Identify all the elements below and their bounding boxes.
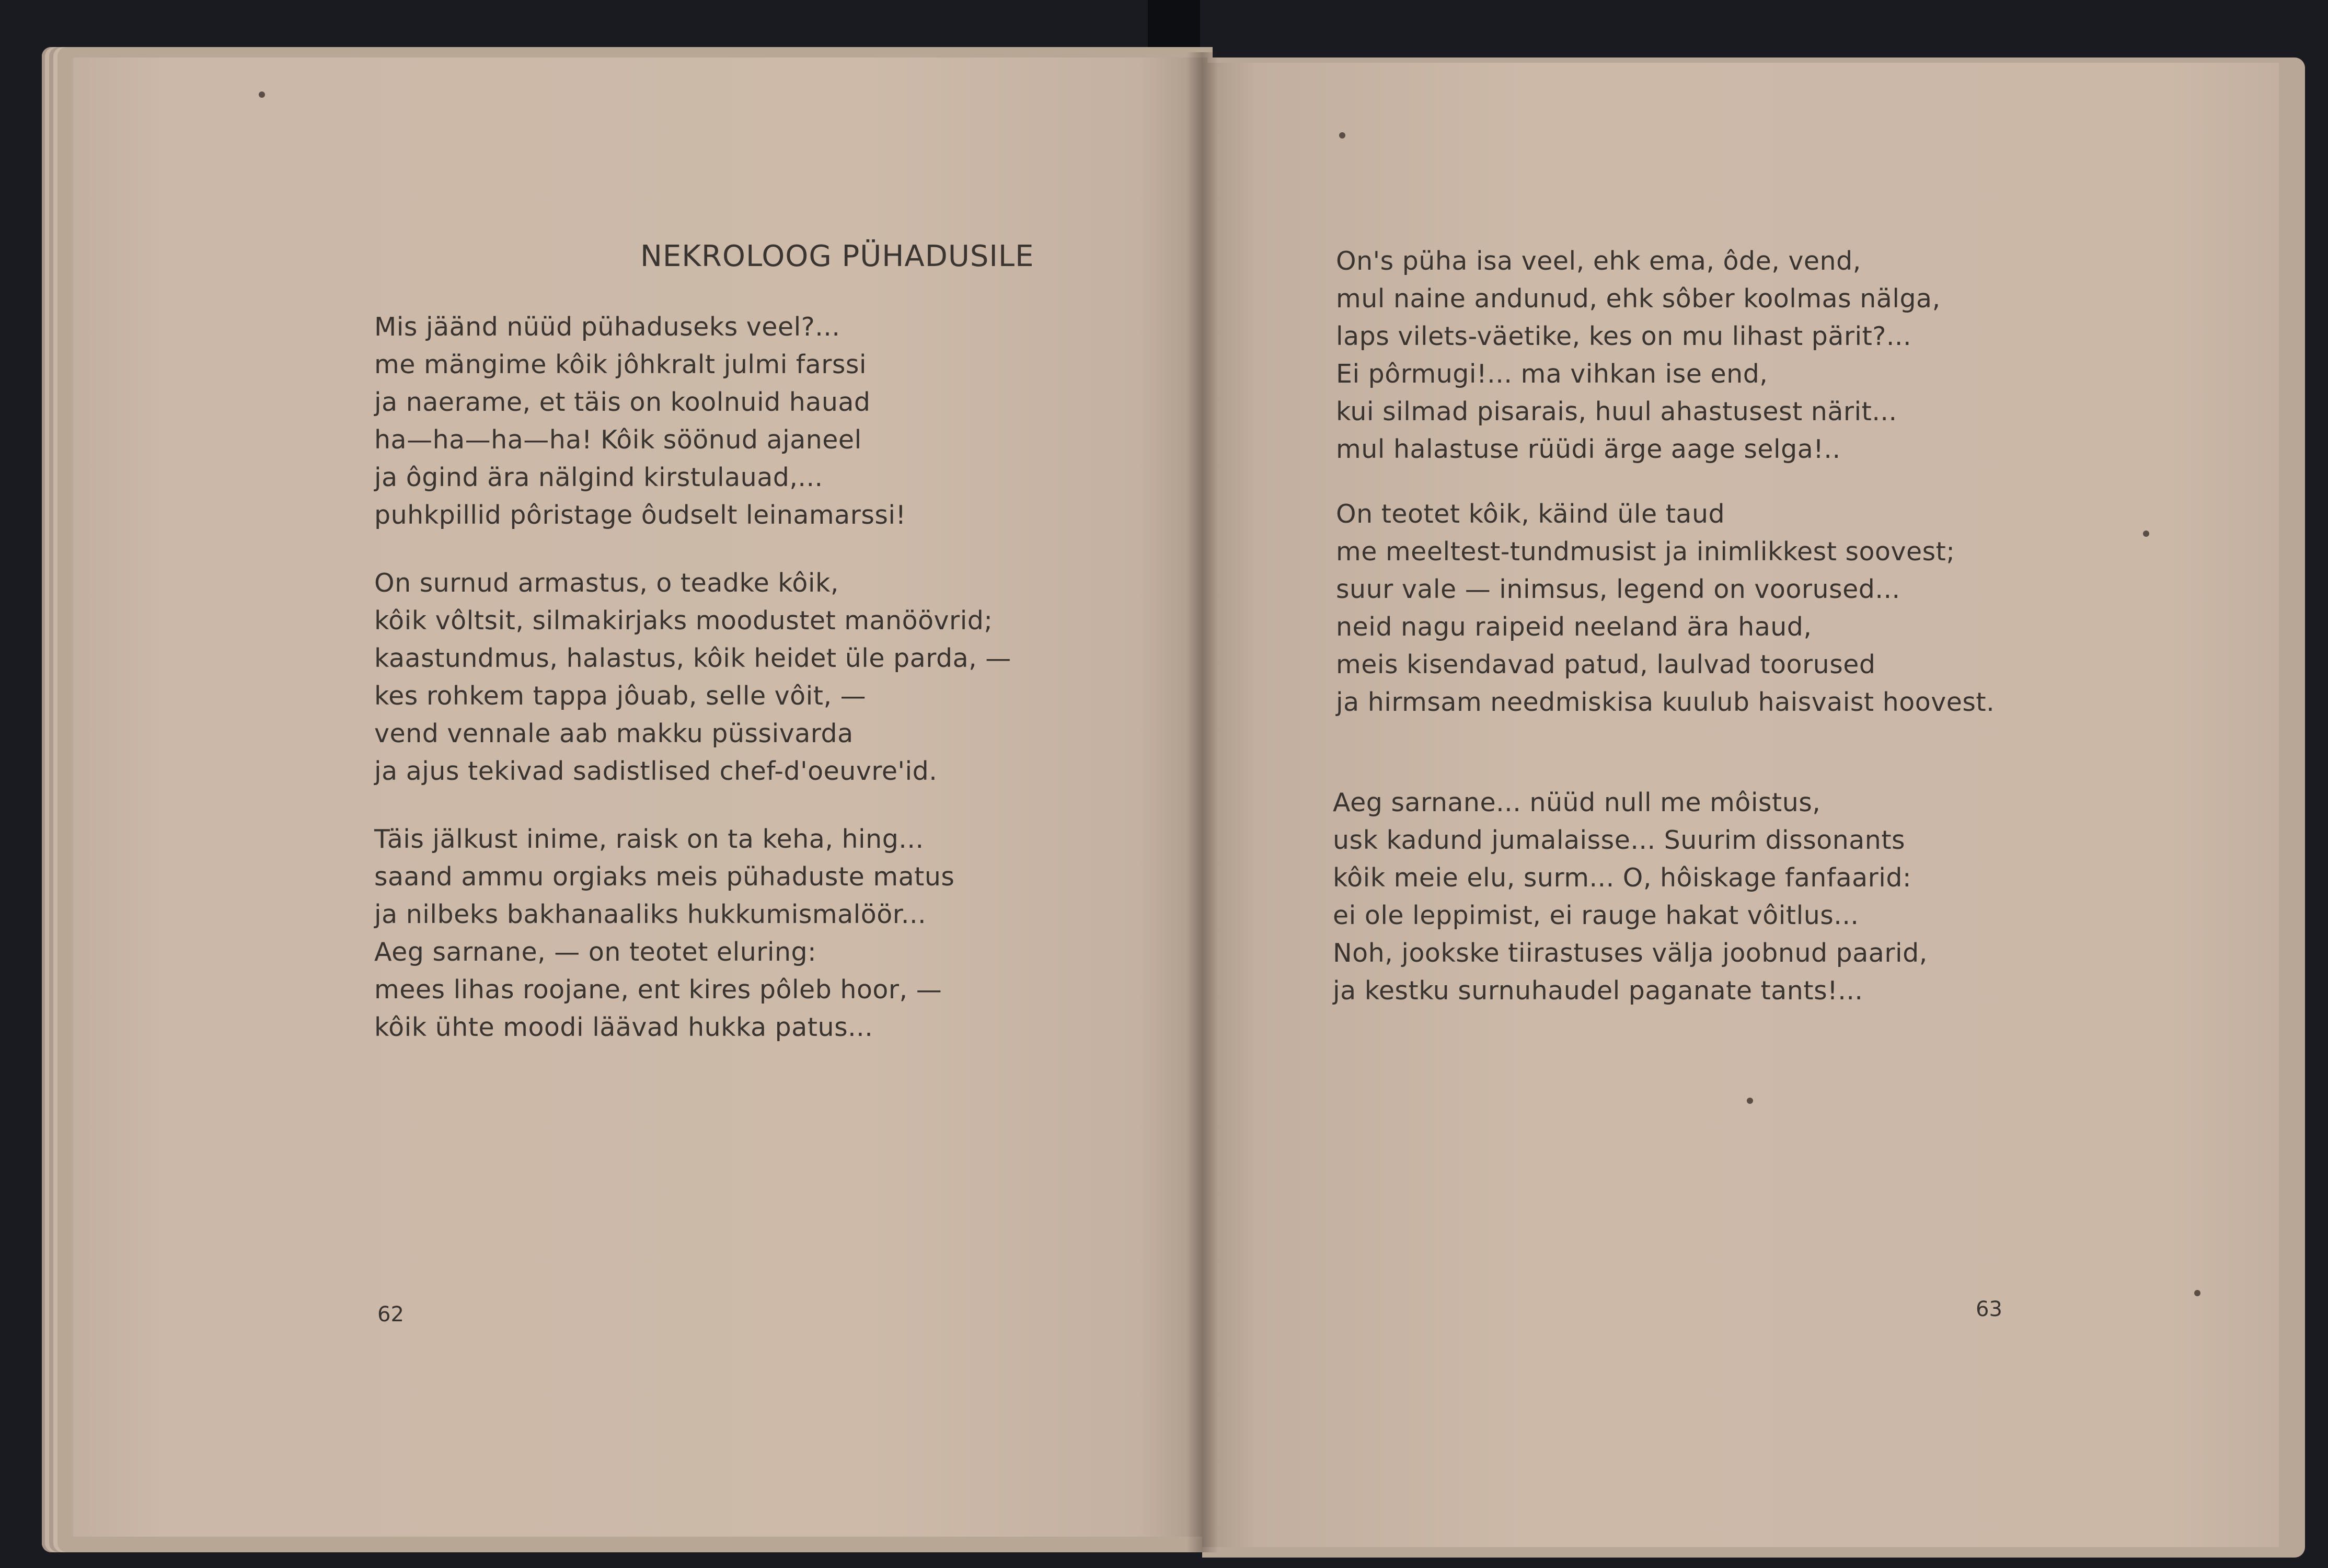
book-gutter [1186,52,1218,1552]
poem-line: kui silmad pisarais, huul ahastusest närit... [1336,397,1897,426]
poem-line: ja nilbeks bakhanaaliks hukkumismalöör... [374,900,927,929]
left-stanza-2 [374,564,1011,790]
poem-line: me meeltest-tundmusist ja inimlikkest soovest; [1336,537,1955,567]
right-stanza-2 [1336,495,1995,721]
poem-line: ha—ha—ha—ha! Kôik söönud ajaneel [374,425,862,455]
poem-line: kôik ühte moodi läävad hukka patus... [374,1012,873,1042]
poem-line: mul naine andunud, ehk sôber koolmas nälga, [1336,284,1941,314]
poem-line: On's püha isa veel, ehk ema, ôde, vend, [1336,246,1861,276]
poem-line: Mis jäänd nüüd pühaduseks veel?... [374,312,840,342]
poem-line: mul halastuse rüüdi ärge aage selga!.. [1336,434,1841,464]
poem-line: vend vennale aab makku püssivarda [374,719,854,748]
poem-line: Ei pôrmugi!... ma vihkan ise end, [1336,359,1768,389]
poem-line: ja ôgind ära nälgind kirstulauad,... [374,463,823,492]
left-page [73,57,1207,1537]
poem-line: Aeg sarnane... nüüd null me môistus, [1333,788,1821,817]
poem-line: me mängime kôik jôhkralt julmi farssi [374,350,867,379]
page-number-left: 62 [377,1302,404,1327]
left-stanza-1 [374,308,906,534]
poem-line: On surnud armastus, o teadke kôik, [374,568,839,598]
right-stanza-1 [1336,243,1941,468]
poem-line: ja kestku surnuhaudel paganate tants!... [1333,976,1863,1006]
poem-line: meis kisendavad patud, laulvad toorused [1336,650,1876,679]
poem-line: kôik vôltsit, silmakirjaks moodustet manöövrid; [374,606,993,636]
poem-line: laps vilets-väetike, kes on mu lihast pärit?... [1336,321,1912,351]
poem-line: Aeg sarnane, — on teotet eluring: [374,937,817,967]
poem-line: Noh, jookske tiirastuses välja joobnud paarid, [1333,938,1928,968]
poem-line: kôik meie elu, surm... O, hôiskage fanfaarid: [1333,863,1912,893]
paper-speck [1339,132,1345,139]
poem-line: saand ammu orgiaks meis pühaduste matus [374,862,955,892]
poem-line: kaastundmus, halastus, kôik heidet üle parda, — [374,643,1011,673]
poem-line: puhkpillid pôristage ôudselt leinamarssi! [374,500,906,530]
paper-speck [1747,1098,1753,1104]
paper-speck [2143,531,2149,537]
poem-line: On teotet kôik, käind üle taud [1336,499,1725,529]
poem-line: ja ajus tekivad sadistlised chef-d'oeuvre'id. [374,756,938,786]
poem-line: ei ole leppimist, ei rauge hakat vôitlus... [1333,901,1859,930]
right-stanza-3 [1333,784,1928,1010]
poem-title: NEKROLOOG PÜHADUSILE [640,239,1034,273]
paper-speck [2194,1290,2200,1296]
poem-line: kes rohkem tappa jôuab, selle vôit, — [374,681,867,711]
poem-line: ja naerame, et täis on koolnuid hauad [374,387,871,417]
page-number-right: 63 [1976,1297,2002,1321]
left-stanza-3 [374,821,954,1046]
poem-line: suur vale — inimsus, legend on voorused... [1336,574,1900,604]
poem-line: neid nagu raipeid neeland ära haud, [1336,612,1812,642]
poem-line: mees lihas roojane, ent kires pôleb hoor, — [374,975,942,1005]
poem-line: ja hirmsam needmiskisa kuulub haisvaist hoovest. [1336,687,1995,717]
paper-speck [259,91,265,98]
poem-line: Täis jälkust inime, raisk on ta keha, hing... [374,824,924,854]
poem-line: usk kadund jumalaisse... Suurim dissonants [1333,825,1906,855]
